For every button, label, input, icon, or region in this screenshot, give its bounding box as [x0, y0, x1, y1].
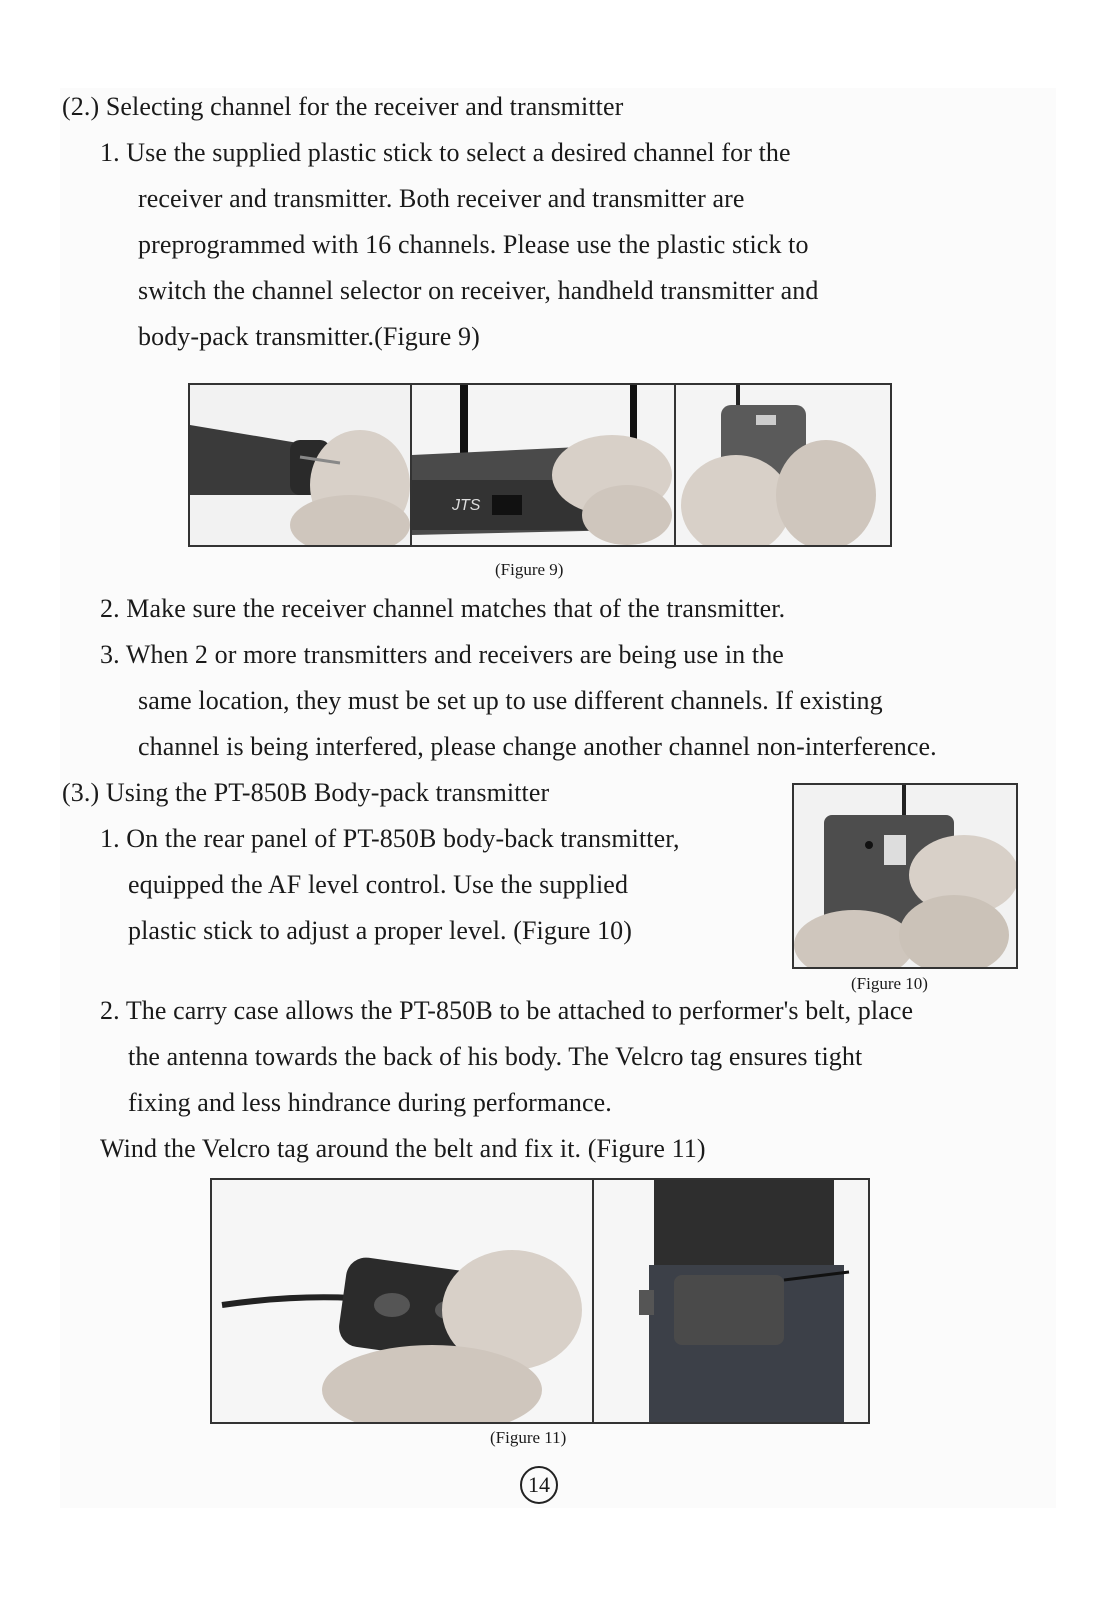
page-number: 14 [520, 1466, 558, 1504]
section-3-item-2-line-2: the antenna towards the back of his body. The Velcro tag ensures tight [128, 1042, 863, 1071]
figure-9 [188, 383, 892, 547]
svg-text:JTS: JTS [452, 497, 481, 514]
figure-9-caption: (Figure 9) [495, 560, 564, 579]
wind-velcro-instruction: Wind the Velcro tag around the belt and fix it. (Figure 11) [100, 1134, 706, 1163]
figure-11-caption: (Figure 11) [490, 1428, 567, 1447]
section-3-item-2-line-1: 2. The carry case allows the PT-850B to be attached to performer's belt, place [100, 996, 914, 1025]
section-2-item-1-line-3: preprogrammed with 16 channels. Please use the plastic stick to [138, 230, 809, 259]
figure-10-caption: (Figure 10) [851, 974, 928, 993]
figure-9-bodypack-photo [676, 385, 890, 545]
section-3-item-1-line-3: plastic stick to adjust a proper level. (Figure 10) [128, 916, 633, 945]
section-2-item-2: 2. Make sure the receiver channel matches that of the transmitter. [100, 594, 786, 623]
section-3-heading: (3.) Using the PT-850B Body-pack transmitter [62, 778, 550, 807]
section-2-item-3-line-2: same location, they must be set up to use different channels. If existing [138, 686, 883, 715]
section-2-heading: (2.) Selecting channel for the receiver and transmitter [62, 92, 624, 121]
figure-11-case-photo [212, 1180, 594, 1422]
section-3-item-1-line-1: 1. On the rear panel of PT-850B body-back transmitter, [100, 824, 680, 853]
figure-10 [792, 783, 1018, 969]
section-2-item-1-line-2: receiver and transmitter. Both receiver and transmitter are [138, 184, 745, 213]
section-2-item-1-line-5: body-pack transmitter.(Figure 9) [138, 322, 480, 351]
figure-11-belt-photo [594, 1180, 868, 1422]
figure-11 [210, 1178, 870, 1424]
figure-10-photo [794, 785, 1016, 967]
section-2-item-3-line-3: channel is being interfered, please change another channel non-interference. [138, 732, 937, 761]
figure-9-receiver-photo [412, 385, 676, 545]
section-2-item-1-line-4: switch the channel selector on receiver, handheld transmitter and [138, 276, 819, 305]
section-3-item-2-line-3: fixing and less hindrance during performance. [128, 1088, 612, 1117]
section-2-item-1-line-1: 1. Use the supplied plastic stick to select a desired channel for the [100, 138, 791, 167]
figure-9-handheld-photo [190, 385, 412, 545]
section-2-item-3-line-1: 3. When 2 or more transmitters and receivers are being use in the [100, 640, 784, 669]
section-3-item-1-line-2: equipped the AF level control. Use the supplied [128, 870, 629, 899]
